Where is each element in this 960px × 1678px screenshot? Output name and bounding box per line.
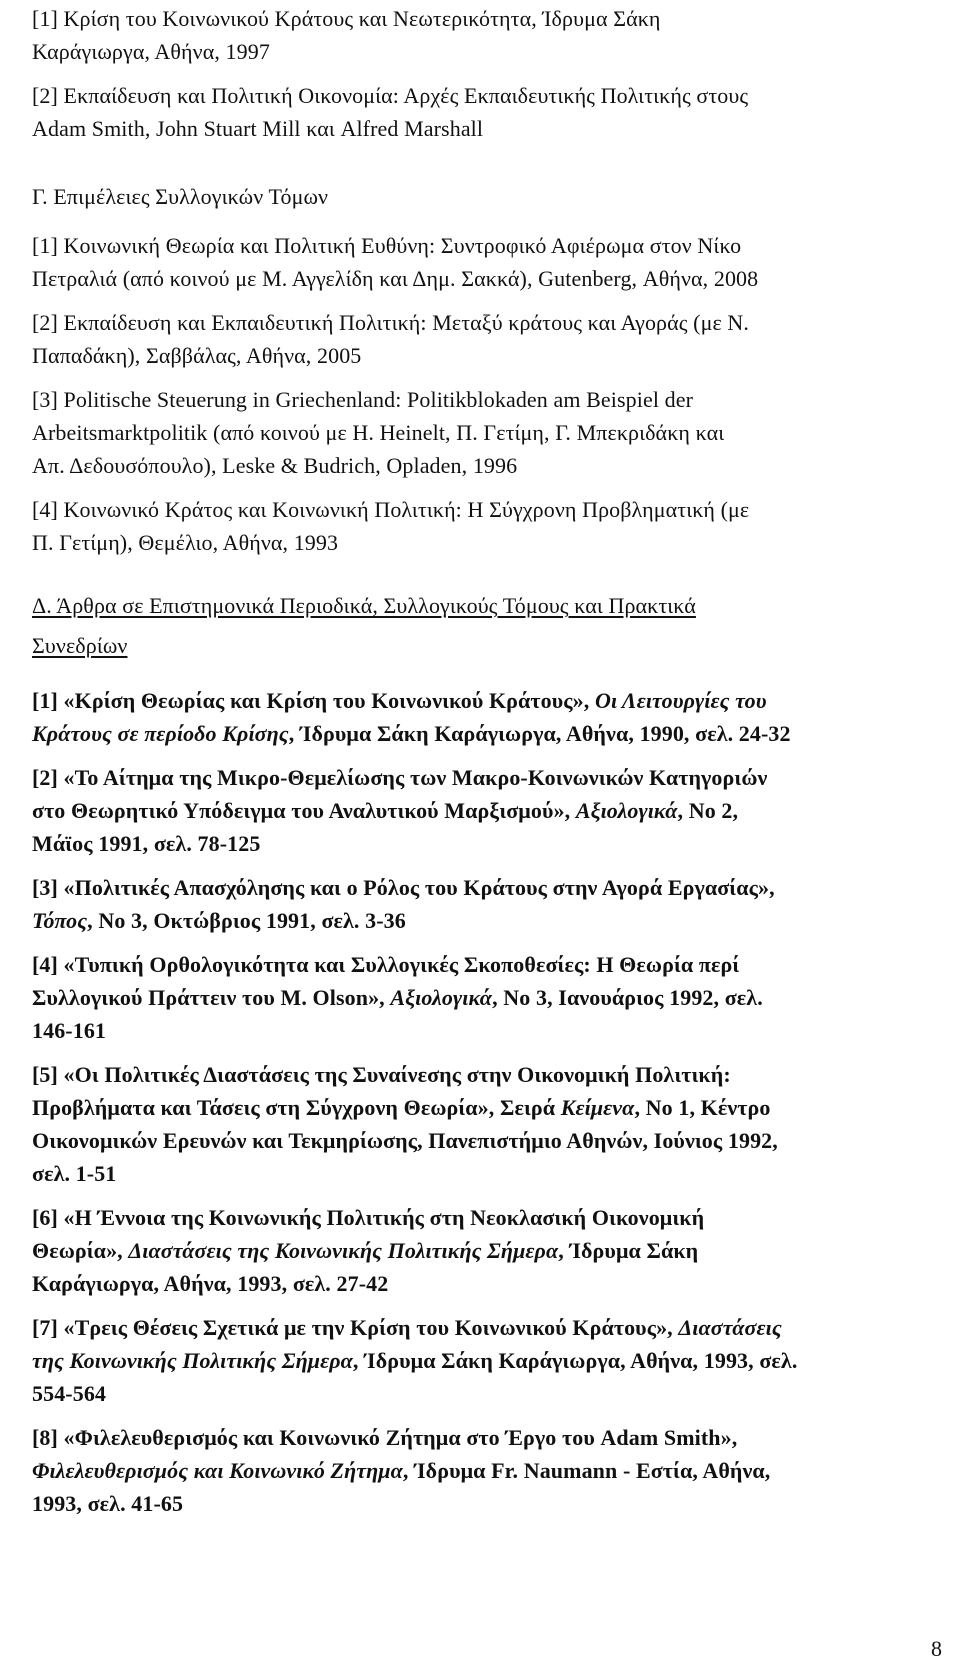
entry-line: Καράγιωργα, Αθήνα, 1993, σελ. 27-42 (32, 1271, 389, 1296)
entry-line: [1] Κοινωνική Θεωρία και Πολιτική Ευθύνη: Συντροφικό Αφιέρωμα στον Νίκο (32, 233, 742, 258)
entry-italic: Αξιολογικά (390, 985, 493, 1010)
entry-text: Προβλήματα και Τάσεις στη Σύγχρονη Θεωρία», Σειρά (32, 1095, 561, 1120)
entry-line (32, 794, 797, 827)
entry-line: 554-564 (32, 1381, 107, 1406)
entry-text: , Νο 2, (677, 798, 739, 823)
entry-italic: Τόπος (32, 908, 88, 933)
section-heading: Γ. Επιμέλειες Συλλογικών Τόμων (32, 184, 329, 209)
entry-line: Απ. Δεδουσόπουλο), Leske & Budrich, Opladen, 1996 (32, 453, 518, 478)
list-item (32, 1421, 797, 1520)
list-item (32, 383, 758, 482)
page-number: 8 (931, 1636, 942, 1661)
entry-line: [4] «Τυπική Ορθολογικότητα και Συλλογικές Σκοποθεσίες: Η Θεωρία περί (32, 952, 740, 977)
entry-text: , Ίδρυμα Fr. Naumann - Εστία, Αθήνα, (402, 1458, 771, 1483)
entry-line (32, 904, 797, 937)
list-item (32, 306, 758, 372)
section-heading-line: Συνεδρίων (32, 633, 128, 658)
entry-line (32, 981, 797, 1014)
list-item (32, 1058, 797, 1190)
entry-line: Καράγιωργα, Αθήνα, 1997 (32, 39, 270, 64)
entry-line: Πετραλιά (από κοινού με Μ. Αγγελίδη και Δημ. Σακκά), Gutenberg, Αθήνα, 2008 (32, 266, 759, 291)
entry-text: Θεωρία», (32, 1238, 129, 1263)
entry-text: [1] «Κρίση Θεωρίας και Κρίση του Κοινωνικού Κράτους», (32, 688, 595, 713)
entry-line: [3] Politische Steuerung in Griechenland: Politikblokaden am Beispiel der (32, 387, 694, 412)
entry-line: [2] Εκπαίδευση και Πολιτική Οικονομία: Αρχές Εκπαιδευτικής Πολιτικής στους (32, 83, 749, 108)
entry-text: , Ίδρυμα Σάκη Καράγιωργα, Αθήνα, 1993, σελ. (352, 1348, 798, 1373)
list-item (32, 1311, 797, 1410)
list-item (32, 2, 748, 68)
section-heading-line: Δ. Άρθρα σε Επιστημονικά Περιοδικά, Συλλογικούς Τόμους και Πρακτικά (32, 593, 696, 618)
entry-line: Μάϊος 1991, σελ. 78-125 (32, 831, 261, 856)
entry-text: , Νο 3, Ιανουάριος 1992, σελ. (492, 985, 763, 1010)
entry-line: [2] «Το Αίτημα της Μικρο-Θεμελίωσης των Μακρο-Κοινωνικών Κατηγοριών (32, 765, 768, 790)
entry-line (32, 1311, 797, 1344)
entry-line: Οικονομικών Ερευνών και Τεκμηρίωσης, Πανεπιστήμιο Αθηνών, Ιούνιος 1992, (32, 1128, 778, 1153)
entry-text: [7] «Τρεις Θέσεις Σχετικά με την Κρίση του Κοινωνικού Κράτους», (32, 1315, 679, 1340)
entry-line (32, 1234, 797, 1267)
entry-line: [8] «Φιλελευθερισμός και Κοινωνικό Ζήτημα στο Έργο του Adam Smith», (32, 1425, 738, 1450)
entry-line (32, 1091, 797, 1124)
entry-text: στο Θεωρητικό Υπόδειγμα του Αναλυτικού Μαρξισμού», (32, 798, 576, 823)
entry-line: σελ. 1-51 (32, 1161, 117, 1186)
list-item (32, 229, 758, 295)
entry-line: [4] Κοινωνικό Κράτος και Κοινωνική Πολιτική: Η Σύγχρονη Προβληματική (με (32, 497, 750, 522)
list-item (32, 871, 797, 937)
entry-line (32, 717, 797, 750)
list-item (32, 684, 797, 750)
entry-italic: Κείμενα (560, 1095, 635, 1120)
entry-line: Π. Γετίμη), Θεμέλιο, Αθήνα, 1993 (32, 530, 339, 555)
entry-text: , Ίδρυμα Σάκη Καράγιωργα, Αθήνα, 1990, σελ. 24-32 (288, 721, 791, 746)
entry-line (32, 1344, 797, 1377)
section-d (32, 586, 797, 1531)
entry-line: [1] Κρίση του Κοινωνικού Κράτους και Νεωτερικότητα, Ίδρυμα Σάκη (32, 6, 661, 31)
list-item (32, 948, 797, 1047)
entry-line: 146-161 (32, 1018, 107, 1043)
entry-text: , Νο 3, Οκτώβριος 1991, σελ. 3-36 (87, 908, 406, 933)
entry-italic: Διαστάσεις (678, 1315, 782, 1340)
list-item (32, 79, 748, 145)
entry-line: Adam Smith, John Stuart Mill και Alfred Marshall (32, 116, 484, 141)
prev-section-list (32, 2, 748, 156)
entry-line: [2] Εκπαίδευση και Εκπαιδευτική Πολιτική: Μεταξύ κράτους και Αγοράς (με Ν. (32, 310, 750, 335)
entry-line: [6] «Η Έννοια της Κοινωνικής Πολιτικής στη Νεοκλασική Οικονομική (32, 1205, 705, 1230)
entry-italic: Φιλελευθερισμός και Κοινωνικό Ζήτημα (32, 1458, 403, 1483)
entry-line: [5] «Οι Πολιτικές Διαστάσεις της Συναίνεσης στην Οικονομική Πολιτική: (32, 1062, 731, 1087)
entry-italic: Κράτους σε περίοδο Κρίσης (32, 721, 289, 746)
entry-italic: Οι Λειτουργίες του (594, 688, 767, 713)
entry-line: Παπαδάκη), Σαββάλας, Αθήνα, 2005 (32, 343, 362, 368)
entry-text: , Ίδρυμα Σάκη (558, 1238, 699, 1263)
list-item (32, 1201, 797, 1300)
entry-text: , Νο 1, Κέντρο (634, 1095, 771, 1120)
section-heading (32, 586, 797, 666)
entry-text: Συλλογικού Πράττειν του Μ. Olson», (32, 985, 391, 1010)
list-item (32, 761, 797, 860)
entry-italic: Αξιολογικά (575, 798, 678, 823)
entry-italic: της Κοινωνικής Πολιτικής Σήμερα (32, 1348, 353, 1373)
entry-line: Arbeitsmarktpolitik (από κοινού με Η. Heinelt, Π. Γετίμη, Γ. Μπεκριδάκη και (32, 420, 725, 445)
entry-line: 1993, σελ. 41-65 (32, 1491, 184, 1516)
entry-line (32, 684, 797, 717)
entry-line (32, 1454, 797, 1487)
entry-italic: Διαστάσεις της Κοινωνικής Πολιτικής Σήμερα (128, 1238, 559, 1263)
list-item (32, 493, 758, 559)
entry-line: [3] «Πολιτικές Απασχόλησης και ο Ρόλος του Κράτους στην Αγορά Εργασίας», (32, 875, 775, 900)
section-g (32, 180, 758, 570)
